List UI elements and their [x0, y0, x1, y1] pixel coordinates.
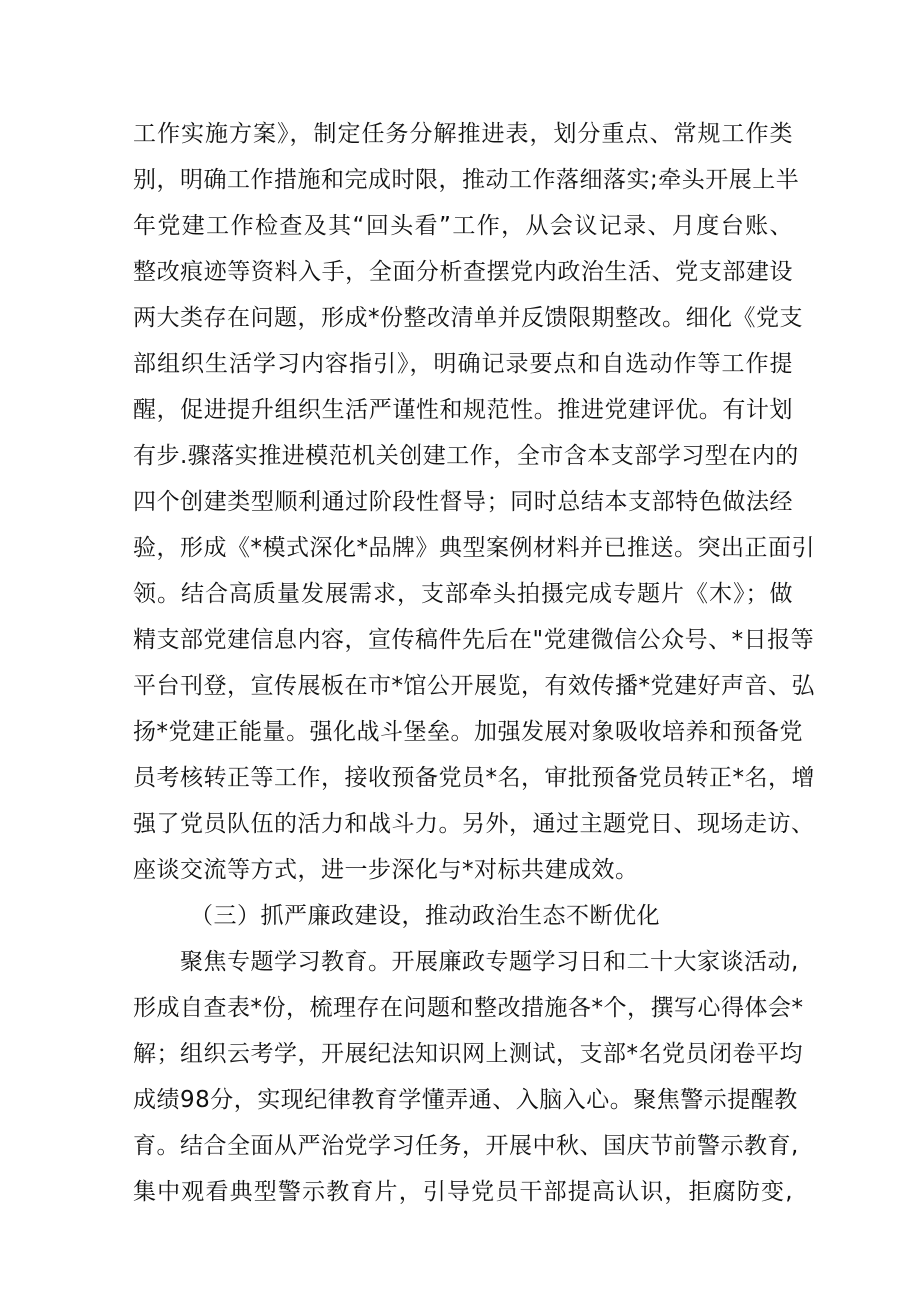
body-line: 两大类存在问题，形成*份整改清单并反馈限期整改。细化《党支: [133, 305, 803, 331]
body-line: 聚焦专题学习教育。开展廉政专题学习日和二十大家谈活动,: [180, 949, 799, 975]
section-heading: （三）抓严廉政建设，推动政治生态不断优化: [190, 903, 660, 929]
body-line: 精支部党建信息内容，宣传稿件先后在"党建微信公众号、*日报等: [133, 627, 815, 653]
body-line: 扬*党建正能量。强化战斗堡垒。加强发展对象吸收培养和预备党: [133, 719, 803, 745]
body-line: 育。结合全面从严治党学习任务，开展中秋、国庆节前警示教育,: [133, 1133, 799, 1159]
body-line: 员考核转正等工作，接收预备党员*名，审批预备党员转正*名，增: [133, 765, 815, 791]
body-line: 座谈交流等方式，进一步深化与*对标共建成效。: [133, 857, 639, 883]
body-line: 平台刊登，宣传展板在市*馆公开展览，有效传播*党建好声音、弘: [133, 673, 815, 699]
body-line: 验，形成《*模式深化*品牌》典型案例材料并已推送。突出正面引: [133, 535, 815, 561]
body-line: 有步.骤落实推进模范机关创建工作，全市含本支部学习型在内的: [133, 443, 799, 469]
body-line: 年党建工作检查及其“回头看”工作，从会议记录、月度台账、: [133, 213, 793, 239]
body-line: 强了党员队伍的活力和战斗力。另外，通过主题党日、现场走访、: [133, 811, 815, 837]
body-line: 形成自查表*份，梳理存在问题和整改措施各*个，撰写心得体会*: [133, 995, 804, 1021]
body-line: 部组织生活学习内容指引》，明确记录要点和自选动作等工作提: [133, 351, 793, 377]
body-line: 整改痕迹等资料入手，全面分析查摆党内政治生活、党支部建设: [133, 259, 793, 285]
body-line: 领。结合高质量发展需求，支部牵头拍摄完成专题片《木》；做: [133, 581, 793, 607]
body-line: 醒，促进提升组织生活严谨性和规范性。推进党建评优。有计划: [133, 397, 793, 423]
body-line: 成绩98分，实现纪律教育学懂弄通、入脑入心。聚焦警示提醒教: [133, 1087, 798, 1113]
body-line: 集中观看典型警示教育片，引导党员干部提高认识，拒腐防变,: [133, 1179, 793, 1205]
body-line: 别，明确工作措施和完成时限，推动工作落细落实;牵头开展上半: [133, 167, 800, 193]
body-line: 工作实施方案》，制定任务分解推进表，划分重点、常规工作类: [133, 121, 793, 147]
body-line: 四个创建类型顺利通过阶段性督导；同时总结本支部特色做法经: [133, 489, 793, 515]
body-line: 解；组织云考学，开展纪法知识网上测试，支部*名党员闭卷平均: [133, 1041, 803, 1067]
